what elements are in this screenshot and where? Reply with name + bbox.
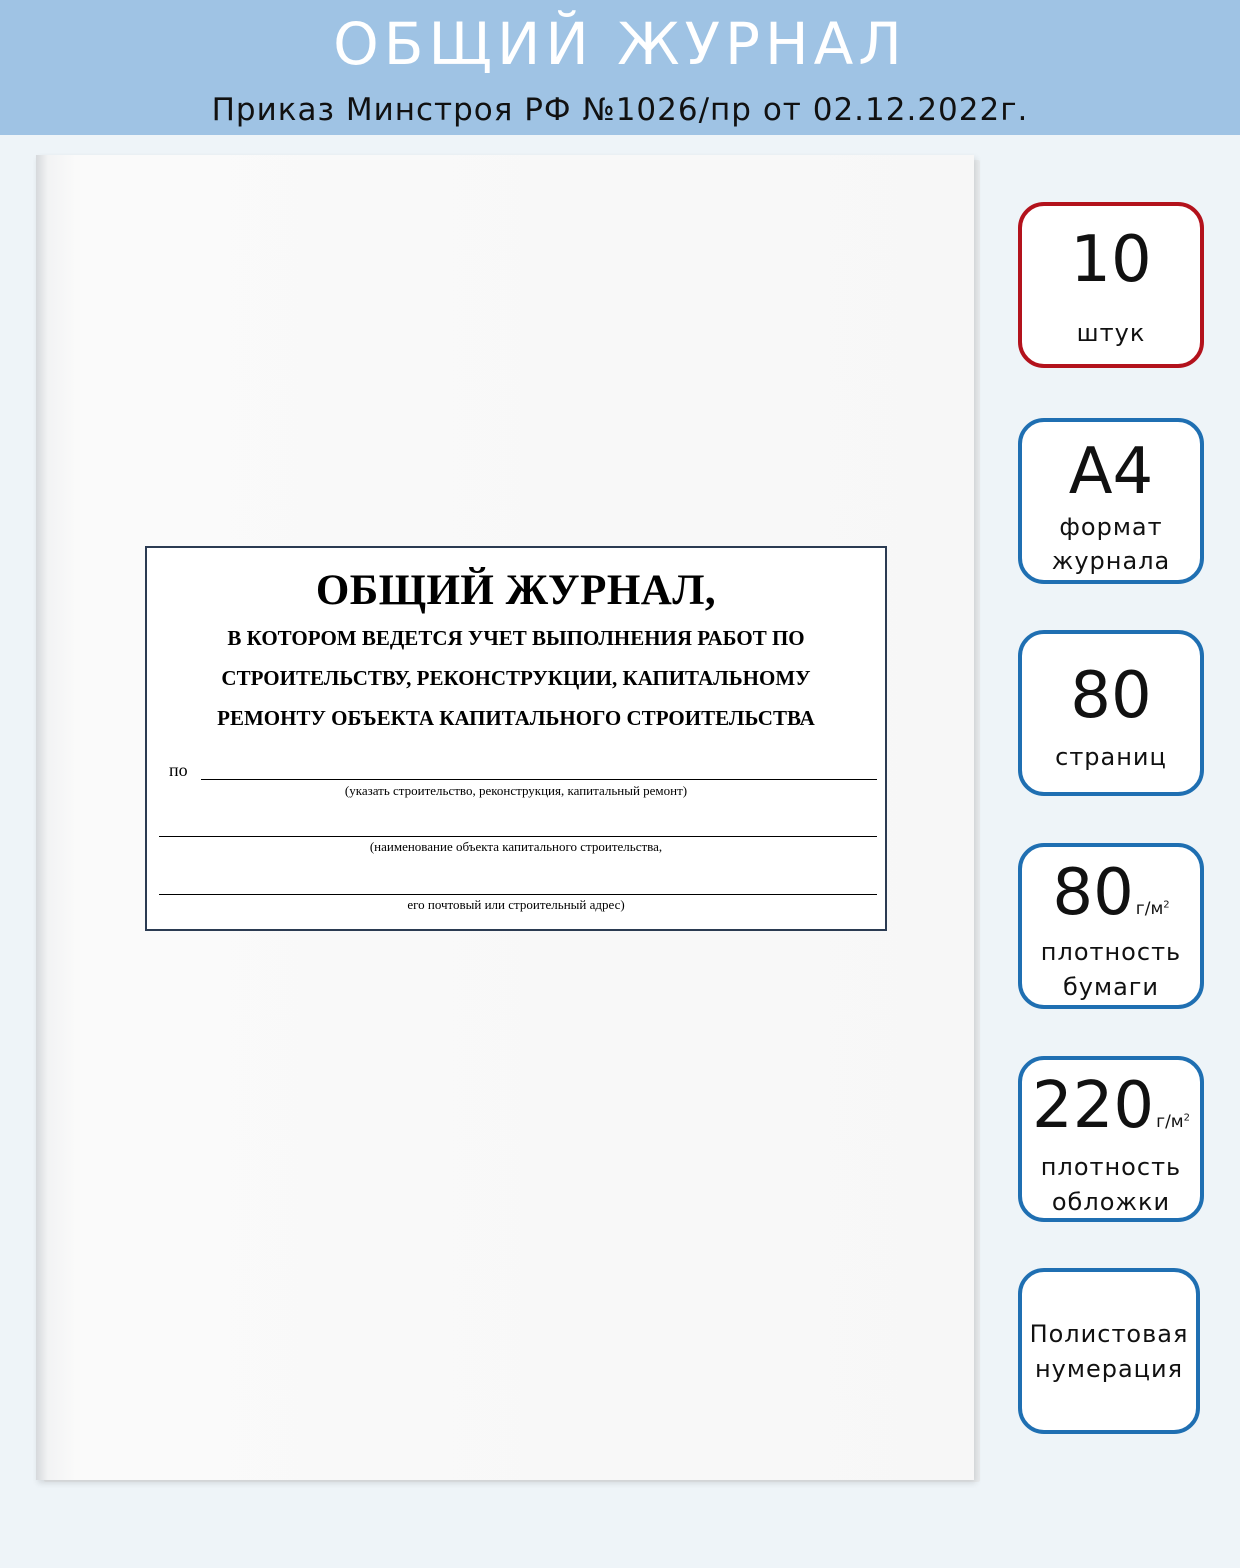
cover-label-line: СТРОИТЕЛЬСТВУ, РЕКОНСТРУКЦИИ, КАПИТАЛЬНОМУ bbox=[221, 666, 811, 690]
cover-density-unit bbox=[1156, 1112, 1190, 1132]
format-value: А4 bbox=[1068, 435, 1154, 509]
pages-badge bbox=[1018, 630, 1204, 796]
cover-label-line: В КОТОРОМ ВЕДЕТСЯ УЧЕТ ВЫПОЛНЕНИЯ РАБОТ ПО bbox=[227, 626, 805, 650]
pages-label: страниц bbox=[1055, 743, 1167, 771]
pages-value: 80 bbox=[1070, 659, 1152, 733]
cover-density-label-1: плотность bbox=[1040, 1153, 1182, 1181]
paper-density-badge bbox=[1018, 843, 1204, 1009]
header-banner bbox=[0, 0, 1240, 135]
unit-sup: 2 bbox=[1163, 899, 1170, 911]
paper-density-number: 80 bbox=[1052, 856, 1134, 930]
unit-text: г/м bbox=[1135, 899, 1164, 919]
fill-line-3 bbox=[159, 894, 877, 895]
numbering-badge bbox=[1018, 1268, 1200, 1434]
cover-density-label-2: обложки bbox=[1051, 1188, 1171, 1216]
fill-hint-3: его почтовый или строительный адрес) bbox=[407, 897, 625, 912]
po-label: по bbox=[169, 760, 188, 780]
unit-sup: 2 bbox=[1183, 1112, 1190, 1124]
paper-density-label-2: бумаги bbox=[1062, 973, 1160, 1001]
paper-density-unit bbox=[1136, 899, 1170, 919]
fill-hint-2: (наименование объекта капитального строительства, bbox=[369, 839, 663, 854]
fill-hint-1: (указать строительство, реконструкция, капитальный ремонт) bbox=[344, 783, 688, 798]
numbering-label-1: Полистовая bbox=[1029, 1320, 1189, 1348]
cover-density-value bbox=[1022, 1069, 1200, 1143]
format-label-1: формат bbox=[1059, 513, 1163, 541]
quantity-badge bbox=[1018, 202, 1204, 368]
unit-text: г/м bbox=[1156, 1112, 1184, 1132]
cover-label-line: РЕМОНТУ ОБЪЕКТА КАПИТАЛЬНОГО СТРОИТЕЛЬСТВА bbox=[217, 706, 815, 730]
paper-density-label-1: плотность bbox=[1040, 938, 1182, 966]
fill-line-2 bbox=[159, 836, 877, 837]
page-title: ОБЩИЙ ЖУРНАЛ bbox=[333, 10, 907, 78]
quantity-value: 10 bbox=[1070, 223, 1152, 297]
paper-density-value bbox=[1022, 856, 1200, 930]
cover-label bbox=[145, 546, 887, 931]
fill-line-1 bbox=[201, 779, 877, 780]
order-reference: Приказ Минстроя РФ №1026/пр от 02.12.2022г. bbox=[211, 92, 1029, 128]
cover-density-badge bbox=[1018, 1056, 1204, 1222]
format-label-2: журнала bbox=[1051, 547, 1171, 575]
cover-label-title: ОБЩИЙ ЖУРНАЛ, bbox=[315, 567, 717, 614]
quantity-label: штук bbox=[1076, 319, 1146, 347]
format-badge bbox=[1018, 418, 1204, 584]
cover-density-number: 220 bbox=[1031, 1069, 1155, 1143]
numbering-label-2: нумерация bbox=[1034, 1355, 1184, 1383]
